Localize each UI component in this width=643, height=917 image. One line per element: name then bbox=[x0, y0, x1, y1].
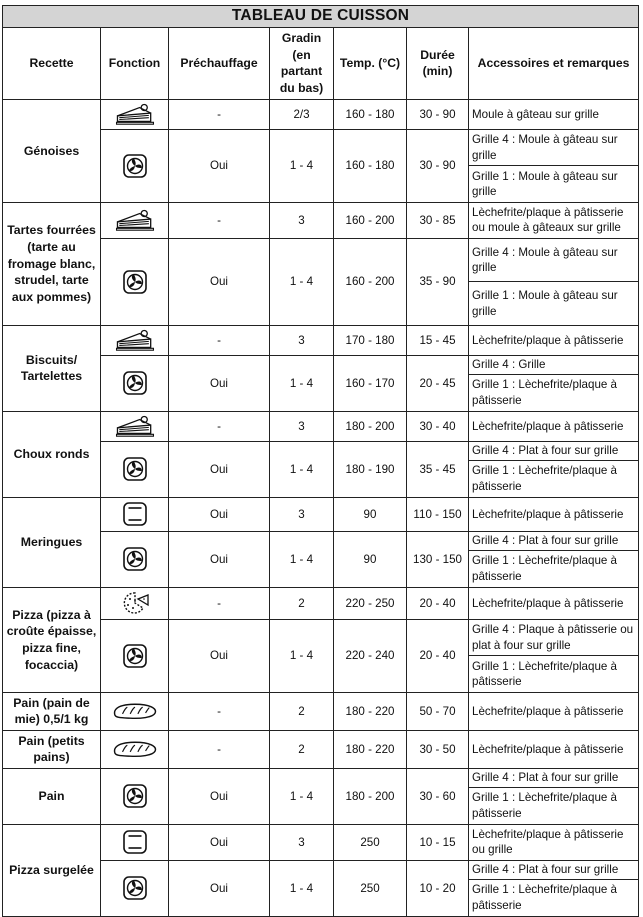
preheat-value: - bbox=[169, 587, 270, 619]
note-value: Grille 4 : Plaque à pâtisserie ou plat à four sur grille bbox=[469, 620, 638, 657]
table-row bbox=[3, 587, 639, 619]
cooking-table bbox=[2, 5, 639, 917]
temp-value: 160 - 170 bbox=[334, 355, 407, 411]
duration-value: 20 - 45 bbox=[407, 355, 469, 411]
table-row bbox=[3, 202, 639, 238]
temp-value: 170 - 180 bbox=[334, 325, 407, 355]
duration-value: 130 - 150 bbox=[407, 531, 469, 587]
duration-value: 30 - 90 bbox=[407, 99, 469, 129]
header-fonction: Fonction bbox=[101, 27, 169, 99]
note-value: Grille 1 : Moule à gâteau sur grille bbox=[472, 169, 618, 199]
shelf-value: 1 - 4 bbox=[270, 238, 334, 325]
preheat-value: Oui bbox=[169, 768, 270, 824]
temp-value: 180 - 190 bbox=[334, 441, 407, 497]
duration-value: 30 - 40 bbox=[407, 411, 469, 441]
shelf-value: 2/3 bbox=[270, 99, 334, 129]
recipe-name: Pizza (pizza à croûte épaisse, pizza fine, focaccia) bbox=[3, 587, 101, 692]
temp-value: 250 bbox=[334, 824, 407, 860]
duration-value: 10 - 20 bbox=[407, 860, 469, 916]
note-value: Grille 4 : Moule à gâteau sur grille bbox=[469, 239, 638, 283]
note-value: Grille 1 : Moule à gâteau sur grille bbox=[472, 289, 618, 318]
duration-value: 20 - 40 bbox=[407, 619, 469, 692]
preheat-value: Oui bbox=[169, 238, 270, 325]
recipe-name: Meringues bbox=[3, 497, 101, 587]
shelf-value: 2 bbox=[270, 692, 334, 730]
shelf-value: 1 - 4 bbox=[270, 619, 334, 692]
temp-value: 160 - 180 bbox=[334, 99, 407, 129]
duration-value: 110 - 150 bbox=[407, 497, 469, 531]
table-title: TABLEAU DE CUISSON bbox=[3, 6, 639, 28]
recipe-name: Pizza surgelée bbox=[3, 824, 101, 916]
fan-function-icon bbox=[122, 783, 148, 809]
note-value: Grille 1 : Lèchefrite/plaque à pâtisserie bbox=[472, 464, 618, 493]
shelf-value: 2 bbox=[270, 587, 334, 619]
recipe-name: Choux ronds bbox=[3, 411, 101, 497]
duration-value: 30 - 90 bbox=[407, 129, 469, 202]
fan-function-icon bbox=[122, 456, 148, 482]
note-value: Lèchefrite/plaque à pâtisserie bbox=[469, 692, 639, 730]
shelf-value: 1 - 4 bbox=[270, 768, 334, 824]
note-value: Grille 1 : Lèchefrite/plaque à pâtisserie bbox=[472, 883, 618, 912]
temp-value: 180 - 220 bbox=[334, 730, 407, 768]
recipe-name: Pain (pain de mie) 0,5/1 kg bbox=[3, 692, 101, 730]
preheat-value: - bbox=[169, 411, 270, 441]
pizza-function-icon bbox=[120, 590, 150, 616]
recipe-name: Pain (petits pains) bbox=[3, 730, 101, 768]
temp-value: 160 - 200 bbox=[334, 238, 407, 325]
preheat-value: Oui bbox=[169, 355, 270, 411]
note-value: Lèchefrite/plaque à pâtisserie bbox=[469, 411, 639, 441]
duration-value: 35 - 45 bbox=[407, 441, 469, 497]
note-value: Grille 1 : Lèchefrite/plaque à pâtisserie bbox=[472, 378, 618, 407]
duration-value: 30 - 85 bbox=[407, 202, 469, 238]
preheat-value: Oui bbox=[169, 619, 270, 692]
table-row bbox=[3, 497, 639, 531]
fan-function-icon bbox=[122, 153, 148, 179]
note-value: Lèchefrite/plaque à pâtisserie bbox=[469, 497, 639, 531]
shelf-value: 1 - 4 bbox=[270, 129, 334, 202]
table-row bbox=[3, 411, 639, 441]
shelf-value: 3 bbox=[270, 497, 334, 531]
note-value: Grille 4 : Plat à four sur grille bbox=[469, 442, 638, 461]
note-value: Moule à gâteau sur grille bbox=[469, 99, 639, 129]
header-recette: Recette bbox=[3, 27, 101, 99]
note-value: Grille 4 : Plat à four sur grille bbox=[469, 532, 638, 551]
preheat-value: - bbox=[169, 202, 270, 238]
temp-value: 250 bbox=[334, 860, 407, 916]
recipe-name: Génoises bbox=[3, 99, 101, 202]
note-value: Lèchefrite/plaque à pâtisserie ou moule à gâteaux sur grille bbox=[469, 202, 639, 238]
duration-value: 30 - 50 bbox=[407, 730, 469, 768]
shelf-value: 3 bbox=[270, 202, 334, 238]
note-value: Grille 1 : Lèchefrite/plaque à pâtisserie bbox=[472, 659, 618, 689]
bread-function-icon bbox=[111, 738, 159, 760]
duration-value: 30 - 60 bbox=[407, 768, 469, 824]
cake-function-icon bbox=[113, 208, 157, 232]
temp-value: 220 - 240 bbox=[334, 619, 407, 692]
preheat-value: - bbox=[169, 730, 270, 768]
header-temp: Temp. (°C) bbox=[334, 27, 407, 99]
preheat-value: Oui bbox=[169, 497, 270, 531]
duration-value: 35 - 90 bbox=[407, 238, 469, 325]
shelf-value: 3 bbox=[270, 411, 334, 441]
shelf-value: 1 - 4 bbox=[270, 531, 334, 587]
temp-value: 90 bbox=[334, 497, 407, 531]
fan-function-icon bbox=[122, 370, 148, 396]
preheat-value: Oui bbox=[169, 441, 270, 497]
shelf-value: 1 - 4 bbox=[270, 860, 334, 916]
temp-value: 180 - 200 bbox=[334, 411, 407, 441]
note-value: Lèchefrite/plaque à pâtisserie bbox=[469, 325, 639, 355]
temp-value: 180 - 220 bbox=[334, 692, 407, 730]
note-value: Lèchefrite/plaque à pâtisserie bbox=[469, 587, 639, 619]
duration-value: 50 - 70 bbox=[407, 692, 469, 730]
table-row bbox=[3, 325, 639, 355]
shelf-value: 1 - 4 bbox=[270, 355, 334, 411]
preheat-value: Oui bbox=[169, 860, 270, 916]
preheat-value: - bbox=[169, 99, 270, 129]
bread-function-icon bbox=[111, 700, 159, 722]
duration-value: 15 - 45 bbox=[407, 325, 469, 355]
preheat-value: - bbox=[169, 692, 270, 730]
note-value: Grille 4 : Plat à four sur grille bbox=[469, 769, 638, 788]
table-row bbox=[3, 692, 639, 730]
note-value: Grille 4 : Moule à gâteau sur grille bbox=[469, 130, 638, 167]
note-value: Grille 1 : Lèchefrite/plaque à pâtisserie bbox=[472, 791, 618, 820]
preheat-value: Oui bbox=[169, 531, 270, 587]
cake-function-icon bbox=[113, 328, 157, 352]
temp-value: 220 - 250 bbox=[334, 587, 407, 619]
preheat-value: - bbox=[169, 325, 270, 355]
note-value: Lèchefrite/plaque à pâtisserie ou grille bbox=[469, 824, 639, 860]
fan-function-icon bbox=[122, 546, 148, 572]
duration-value: 20 - 40 bbox=[407, 587, 469, 619]
cake-function-icon bbox=[113, 102, 157, 126]
table-row bbox=[3, 730, 639, 768]
temp-value: 180 - 200 bbox=[334, 768, 407, 824]
temp-value: 90 bbox=[334, 531, 407, 587]
fan-function-icon bbox=[122, 269, 148, 295]
header-duree: Durée (min) bbox=[407, 27, 469, 99]
recipe-name: Biscuits/ Tartelettes bbox=[3, 325, 101, 411]
shelf-value: 2 bbox=[270, 730, 334, 768]
recipe-name: Tartes fourrées (tarte au fromage blanc, strudel, tarte aux pommes) bbox=[3, 202, 101, 325]
table-row bbox=[3, 824, 639, 860]
note-value: Grille 4 : Grille bbox=[469, 356, 638, 375]
header-accessoires: Accessoires et remarques bbox=[469, 27, 639, 99]
header-prechauffage: Préchauffage bbox=[169, 27, 270, 99]
duration-value: 10 - 15 bbox=[407, 824, 469, 860]
table-row bbox=[3, 99, 639, 129]
preheat-value: Oui bbox=[169, 129, 270, 202]
shelf-value: 3 bbox=[270, 325, 334, 355]
table-row bbox=[3, 768, 639, 824]
note-value: Grille 4 : Plat à four sur grille bbox=[469, 861, 638, 880]
shelf-value: 1 - 4 bbox=[270, 441, 334, 497]
header-gradin: Gradin (en partant du bas) bbox=[270, 27, 334, 99]
fan-function-icon bbox=[122, 643, 148, 669]
temp-value: 160 - 200 bbox=[334, 202, 407, 238]
conventional-function-icon bbox=[122, 501, 148, 527]
note-value: Lèchefrite/plaque à pâtisserie bbox=[469, 730, 639, 768]
conventional-function-icon bbox=[122, 829, 148, 855]
note-value: Grille 1 : Lèchefrite/plaque à pâtisserie bbox=[472, 554, 618, 583]
shelf-value: 3 bbox=[270, 824, 334, 860]
fan-function-icon bbox=[122, 875, 148, 901]
temp-value: 160 - 180 bbox=[334, 129, 407, 202]
cake-function-icon bbox=[113, 414, 157, 438]
recipe-name: Pain bbox=[3, 768, 101, 824]
preheat-value: Oui bbox=[169, 824, 270, 860]
